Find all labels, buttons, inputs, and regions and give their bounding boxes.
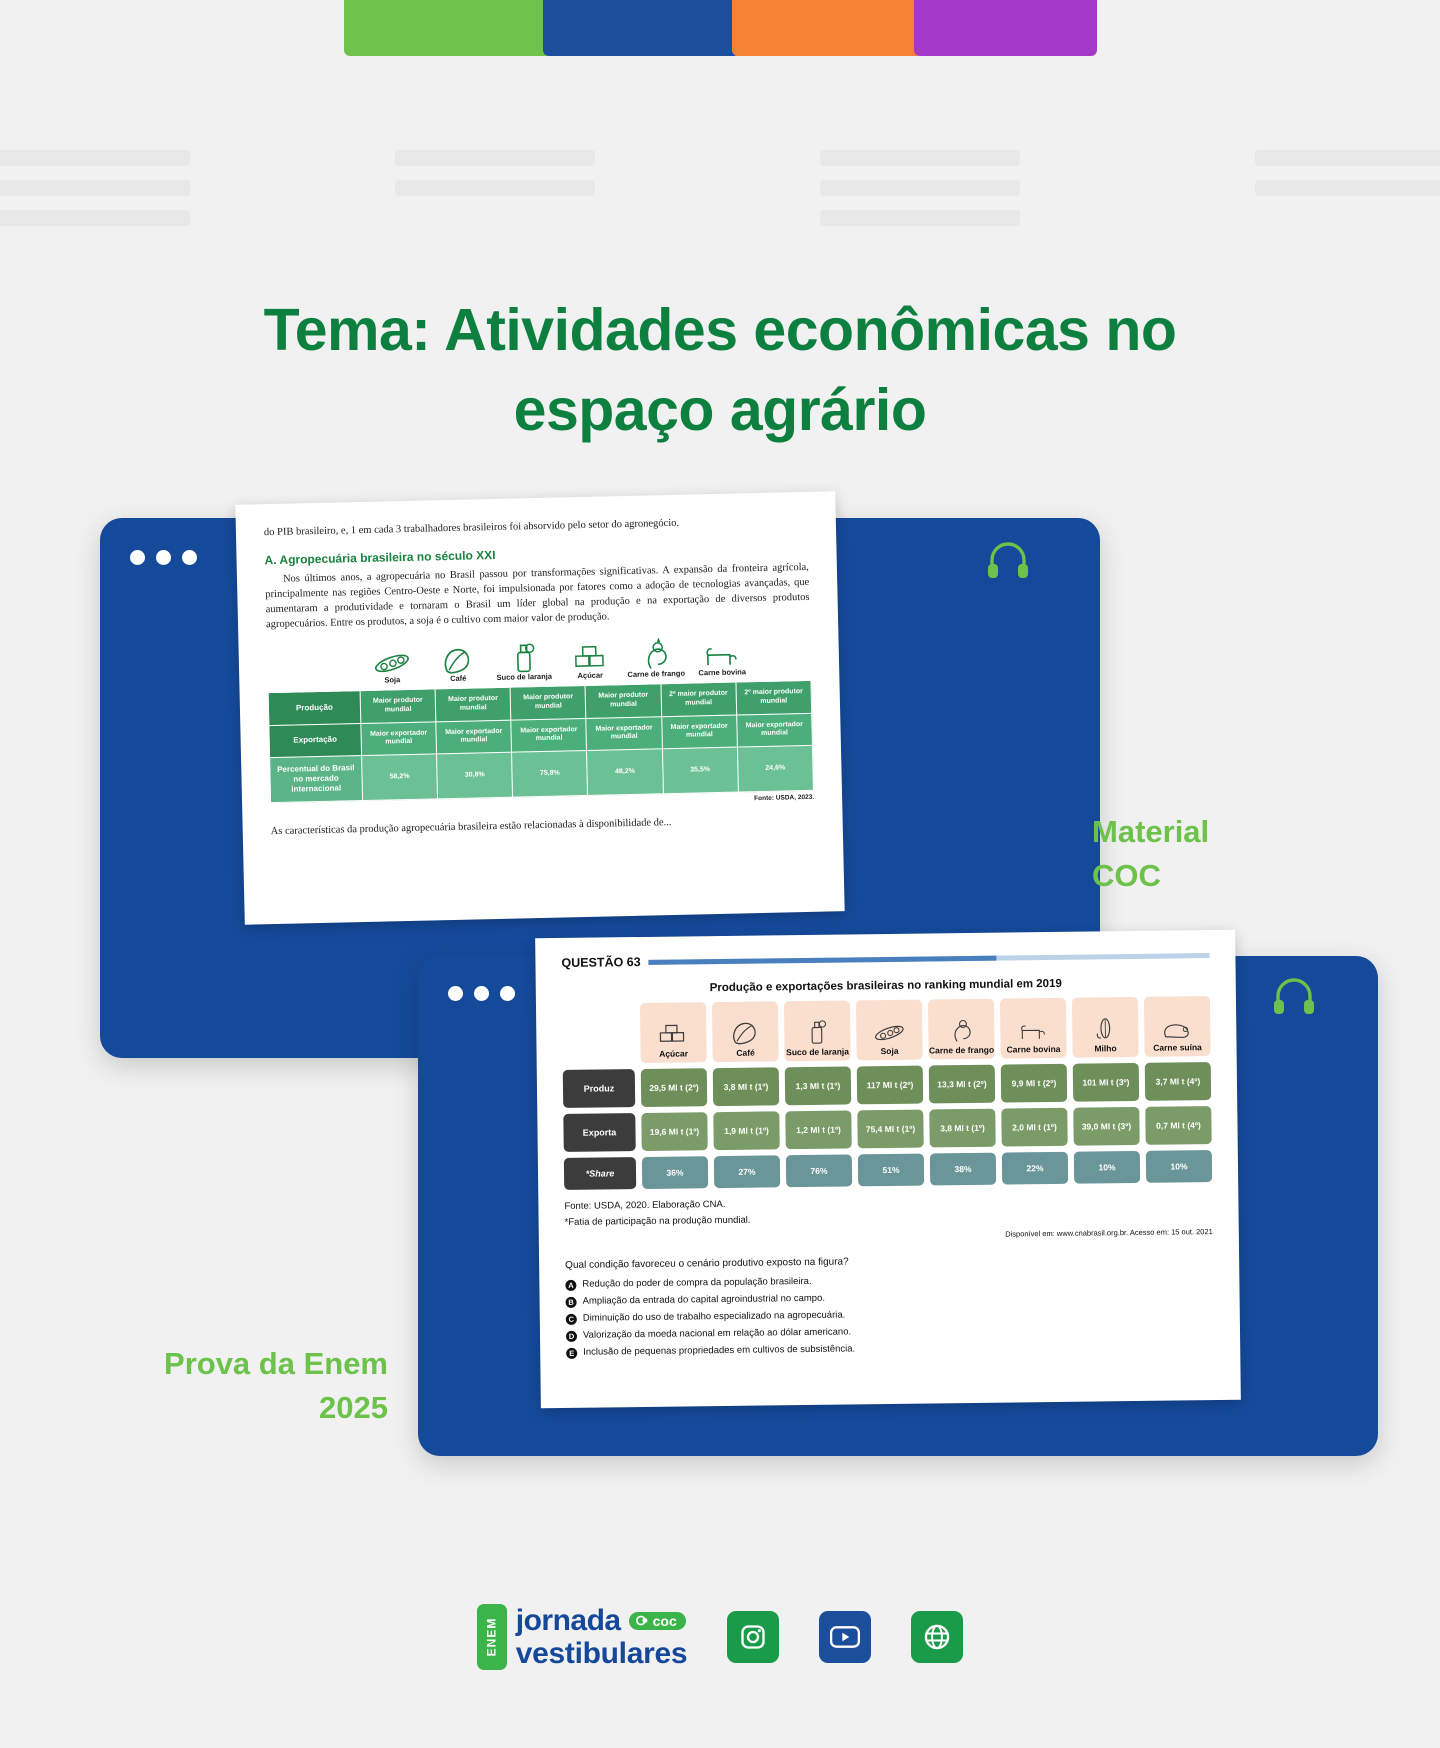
table-cell: Maior exportador mundial (361, 722, 437, 756)
enem-col-head (1144, 996, 1211, 1057)
coc-footer-text: As características da produção agropecuária brasileira estão relacionadas à disponibilidade de... (270, 817, 672, 838)
enem-cell-share: 10% (1146, 1150, 1212, 1183)
table-cell: Maior exportador mundial (586, 716, 662, 750)
enem-cell-produz: 3,8 Ml t (1º) (713, 1067, 779, 1106)
table-cell: 2º maior produtor mundial (736, 681, 812, 715)
soybean-icon (359, 643, 426, 676)
enem-figure (562, 996, 1212, 1190)
enem-col-head (1072, 997, 1139, 1058)
enem-cell-exporta: 1,9 Ml t (1º) (713, 1111, 779, 1150)
alternative-mark: A (565, 1279, 576, 1290)
coc-col-label: Suco de laranja (496, 671, 553, 682)
enem-cell-exporta: 75,4 Ml t (1º) (857, 1110, 923, 1149)
enem-col-label: Soja (880, 1045, 899, 1056)
table-cell: 24,6% (737, 745, 813, 792)
coc-col-label: Café (450, 673, 467, 683)
footer (0, 1604, 1440, 1670)
caption-prova-line1: Prova da Enem (164, 1346, 388, 1381)
table-cell: Maior produtor mundial (585, 684, 661, 718)
enem-cell-exporta: 39,0 Ml t (3º) (1073, 1107, 1139, 1146)
enem-cell-exporta: 19,6 Ml t (1º) (641, 1112, 707, 1151)
coc-col-suco (490, 640, 557, 682)
table-cell: 2º maior produtor mundial (661, 682, 737, 716)
enem-col-label: Carne suína (1153, 1041, 1202, 1053)
page-title-line2: espaço agrário (513, 377, 927, 444)
coc-col-frango (622, 637, 689, 679)
alternative-text: Valorização da moeda nacional em relação ao dólar americano. (582, 1325, 852, 1341)
table-cell: 58,2% (362, 754, 438, 801)
coc-document-sheet (235, 491, 844, 925)
enem-col-head (640, 1002, 707, 1063)
enem-col-label: Carne de frango (928, 1044, 995, 1056)
coc-col-label: Açúcar (577, 670, 604, 680)
corn-icon (1095, 1016, 1115, 1045)
coc-mark-icon (636, 1614, 649, 1627)
coc-col-label: Soja (384, 674, 401, 685)
enem-col-suco-de-laranja (784, 1000, 852, 1187)
alternative-text: Redução do poder de compra da população brasileira. (582, 1275, 812, 1290)
alternative-c[interactable] (566, 1305, 1214, 1325)
youtube-icon[interactable] (819, 1611, 871, 1663)
window-dot (182, 550, 197, 565)
alternative-mark: C (566, 1313, 577, 1324)
enem-cell-produz: 101 Ml t (3º) (1073, 1063, 1139, 1102)
table-cell: 35,5% (662, 747, 738, 794)
enem-cell-share: 22% (1002, 1152, 1068, 1185)
ghost-line (0, 210, 190, 226)
question-header (561, 948, 1209, 970)
enem-col-label: Açúcar (659, 1048, 689, 1059)
enem-col-label: Carne bovina (1006, 1043, 1061, 1055)
jornada-vestibulares-logo (477, 1604, 688, 1670)
table-cell: Maior exportador mundial (736, 713, 812, 747)
enem-cell-exporta: 0,7 Ml t (4º) (1145, 1106, 1211, 1145)
figure-title: Produção e exportações brasileiras no ranking mundial em 2019 (709, 977, 1062, 995)
sugar-icon (556, 639, 623, 672)
enem-cell-share: 36% (642, 1156, 708, 1189)
coc-icon-row (359, 634, 812, 685)
alternative-mark: D (566, 1330, 577, 1341)
enem-row-label-produz: Produz (563, 1069, 635, 1108)
alternatives-list (565, 1271, 1214, 1359)
figure-note: *Fatia de participação na produção mundial. (564, 1214, 751, 1229)
window-dot (156, 550, 171, 565)
chicken-icon (948, 1017, 974, 1046)
coc-col-label: Carne de frango (627, 668, 686, 679)
enem-cell-exporta: 1,2 Ml t (1º) (785, 1110, 851, 1149)
row-label: Produção (268, 691, 361, 726)
question-statement: Qual condição favoreceu o cenário produtivo exposto na figura? (565, 1255, 849, 1271)
table-cell: Maior produtor mundial (510, 686, 586, 720)
website-icon[interactable] (911, 1611, 963, 1663)
enem-col-head (928, 999, 995, 1060)
enem-col-head (784, 1000, 851, 1061)
enem-col-label: Café (736, 1047, 755, 1058)
window-dot (130, 550, 145, 565)
enem-cell-share: 76% (786, 1154, 852, 1187)
enem-col-head (1000, 998, 1067, 1059)
ghost-line (0, 150, 190, 166)
row-label: Percentual do Brasil no mercado internacional (270, 756, 363, 803)
table-cell: Maior produtor mundial (435, 687, 511, 721)
ghost-line (395, 180, 595, 196)
chicken-icon (622, 637, 689, 670)
enem-row-labels (562, 1003, 636, 1190)
coc-col-acucar (556, 639, 623, 681)
enem-cell-produz: 3,7 Ml t (4º) (1145, 1062, 1211, 1101)
enem-col-carne-suina (1144, 996, 1212, 1183)
page-title-line1: Tema: Atividades econômicas no (263, 297, 1177, 363)
caption-material-line1: Material (1092, 814, 1210, 849)
enem-cell-share: 10% (1074, 1151, 1140, 1184)
coffee-icon (729, 1020, 761, 1049)
enem-row-label-share: *Share (564, 1157, 636, 1190)
row-label: Exportação (269, 723, 362, 758)
pig-icon (1160, 1019, 1194, 1044)
enem-cell-produz: 9,9 Ml t (2º) (1001, 1064, 1067, 1103)
ghost-line (1255, 180, 1440, 196)
soybean-icon (871, 1022, 907, 1047)
ghost-line (395, 150, 595, 166)
question-number: QUESTÃO 63 (561, 955, 641, 970)
enem-col-acucar (640, 1002, 708, 1189)
caption-prova-line2: 2025 (319, 1390, 388, 1426)
ghost-line (1255, 150, 1440, 166)
coc-badge (629, 1612, 686, 1630)
table-cell: 75,8% (512, 751, 588, 798)
orange-juice-icon (805, 1019, 829, 1048)
coc-table-source: Fonte: USDA, 2023. (754, 793, 815, 803)
ghost-line (820, 150, 1020, 166)
table-cell: Maior exportador mundial (436, 720, 512, 754)
top-bar-blue (543, 0, 740, 56)
ghost-line (0, 180, 190, 196)
ghost-line (820, 180, 1020, 196)
orange-juice-icon (490, 640, 557, 673)
caption-prova-enem (98, 1342, 388, 1430)
table-cell: 30,8% (437, 752, 513, 799)
headphones-icon[interactable] (986, 540, 1030, 578)
alternative-mark: E (566, 1347, 577, 1358)
enem-col-carne-bovina (1000, 998, 1068, 1185)
caption-material-line2: COC (1092, 858, 1161, 894)
table-cell: Maior produtor mundial (360, 689, 436, 723)
logo-jornada: jornada (515, 1603, 621, 1637)
enem-col-cafe (712, 1001, 780, 1188)
top-bar-orange (732, 0, 922, 56)
enem-question-window[interactable] (418, 956, 1378, 1456)
top-bar-green (344, 0, 551, 56)
enem-cell-produz: 29,5 Ml t (2º) (641, 1068, 707, 1107)
figure-source: Fonte: USDA, 2020. Elaboração CNA. (564, 1198, 726, 1212)
enem-cell-produz: 13,3 Ml t (2º) (929, 1065, 995, 1104)
logo-vestibulares: vestibulares (515, 1636, 688, 1670)
enem-tab-label: ENEM (484, 1617, 499, 1657)
logo-words (515, 1603, 688, 1670)
logo-top-row (515, 1603, 688, 1637)
page-title (0, 290, 1440, 450)
alternative-e[interactable] (566, 1339, 1214, 1359)
window-dots (130, 550, 197, 565)
coc-data-table (268, 680, 814, 803)
window-dot (474, 986, 489, 1001)
coc-col-cafe (424, 642, 491, 684)
alternative-text: Inclusão de pequenas propriedades em cultivos de subsistência. (583, 1342, 856, 1358)
coc-intro-text: do PIB brasileiro, e, 1 em cada 3 trabalhadores brasileiros foi absorvido pelo setor do agronegócio. (263, 517, 680, 539)
alternative-b[interactable] (566, 1288, 1214, 1308)
coc-badge-label: coc (652, 1612, 677, 1629)
window-dot (448, 986, 463, 1001)
coc-col-label: Carne bovina (698, 666, 747, 677)
enem-col-head (712, 1001, 779, 1062)
coffee-icon (424, 642, 491, 675)
table-cell: 48,2% (587, 749, 663, 796)
top-bar-purple (914, 0, 1097, 56)
enem-document-sheet (535, 930, 1241, 1409)
window-dots (448, 986, 515, 1001)
sugar-icon (656, 1023, 690, 1050)
ghost-line (820, 210, 1020, 226)
enem-tab (477, 1604, 507, 1670)
enem-cell-share: 27% (714, 1155, 780, 1188)
alternative-text: Diminuição do uso de trabalho especializado na agropecuária. (582, 1309, 846, 1324)
caption-material-coc (1092, 810, 1322, 898)
coc-section-heading: A. Agropecuária brasileira no século XXI (264, 547, 496, 568)
figure-availability: Disponível em: www.cnabrasil.org.br. Acesso em: 15 out. 2021 (1005, 1226, 1213, 1239)
top-color-bars (0, 0, 1440, 90)
coc-col-soja (359, 643, 426, 685)
cattle-icon (1016, 1020, 1050, 1045)
alternative-mark: B (566, 1296, 577, 1307)
window-dot (500, 986, 515, 1001)
enem-col-carne-de-frango (928, 999, 996, 1186)
enem-cell-exporta: 3,8 Ml t (1º) (929, 1109, 995, 1148)
enem-col-label: Milho (1094, 1042, 1117, 1054)
coc-paragraph: Nos últimos anos, a agropecuária no Brasil passou por transformações significativas. A expansão da fronteira agrícola, principalmente nas regiões Centro-Oeste e Norte, foi impulsionada por fatores como a adoção de tecnologias avançadas, que aumentaram a produtividade e tornaram o Brasil um líder global na produção e na exportação de diversos produtos agropecuários. Entre os produtos, a soja é o cultivo com maior valor de produção. (265, 561, 810, 630)
enem-cell-share: 38% (930, 1153, 996, 1186)
table-cell: Maior exportador mundial (511, 718, 587, 752)
enem-cell-produz: 1,3 Ml t (1º) (785, 1066, 851, 1105)
coc-col-bovina (688, 636, 755, 678)
question-rule (649, 953, 1210, 965)
table-cell: Maior exportador mundial (661, 715, 737, 749)
enem-col-milho (1072, 997, 1140, 1184)
enem-col-soja (856, 1000, 924, 1187)
instagram-icon[interactable] (727, 1611, 779, 1663)
enem-cell-exporta: 2,0 Ml t (1º) (1001, 1108, 1067, 1147)
alternative-text: Ampliação da entrada do capital agroindustrial no campo. (582, 1292, 826, 1307)
enem-col-head (856, 1000, 923, 1061)
enem-row-label-exporta: Exporta (563, 1113, 635, 1152)
alternative-a[interactable] (565, 1271, 1213, 1291)
cattle-icon (688, 636, 755, 669)
headphones-icon[interactable] (1272, 976, 1316, 1014)
enem-col-label: Suco de laranja (786, 1046, 850, 1057)
enem-cell-share: 51% (858, 1154, 924, 1187)
alternative-d[interactable] (566, 1322, 1214, 1342)
enem-label-spacer (562, 1003, 635, 1064)
enem-cell-produz: 117 Ml t (2º) (857, 1066, 923, 1105)
